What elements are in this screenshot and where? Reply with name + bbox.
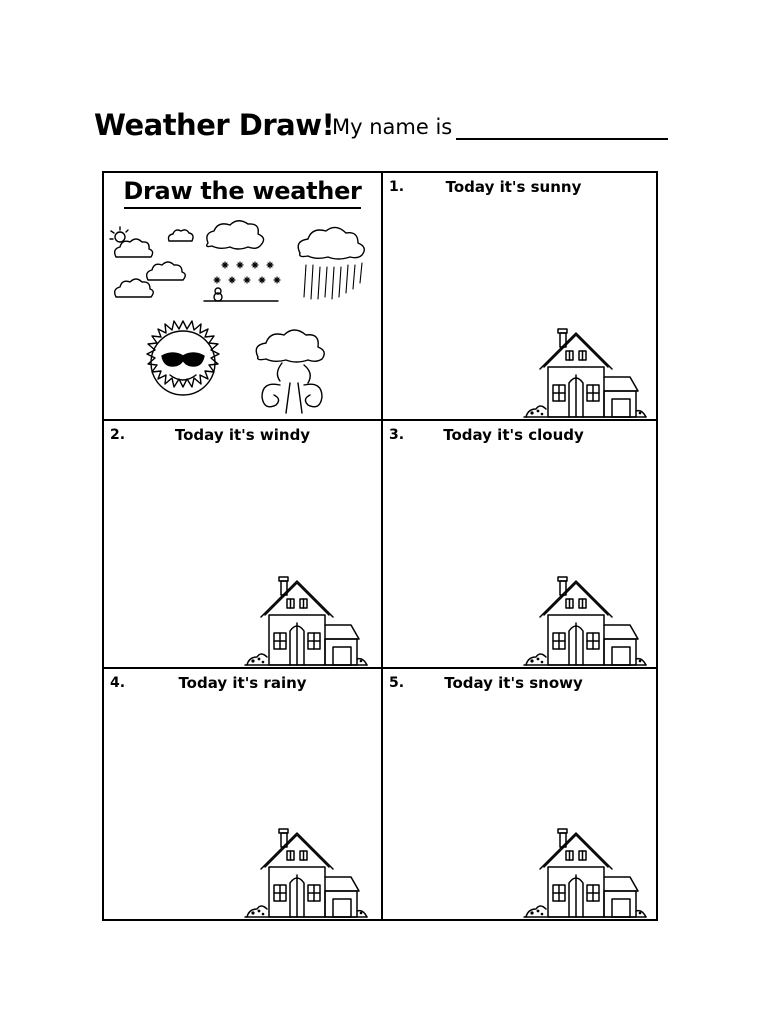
panel-number: 1. <box>389 179 405 195</box>
sun-with-sunglasses-icon <box>147 321 219 395</box>
panel-windy[interactable] <box>104 421 381 667</box>
panel-number: 5. <box>389 675 405 691</box>
panel-caption: Today it's rainy <box>178 674 307 692</box>
worksheet-header <box>94 104 674 148</box>
worksheet-grid <box>102 171 658 921</box>
intro-title-underline <box>124 207 361 209</box>
panel-cloudy[interactable] <box>383 421 656 667</box>
snow-cloud-icon <box>204 221 280 301</box>
panel-caption: Today it's snowy <box>444 674 583 692</box>
panel-number: 3. <box>389 427 405 443</box>
name-write-line[interactable] <box>456 138 668 140</box>
house-icon <box>239 575 369 667</box>
intro-panel <box>104 173 381 419</box>
intro-title: Draw the weather <box>123 177 362 205</box>
name-label: My name is <box>332 115 453 139</box>
house-icon <box>239 827 369 919</box>
panel-snowy[interactable] <box>383 669 656 919</box>
panel-rainy[interactable] <box>104 669 381 919</box>
panel-caption: Today it's sunny <box>445 178 582 196</box>
wind-cloud-icon <box>256 330 324 413</box>
panel-number: 4. <box>110 675 126 691</box>
panel-caption: Today it's cloudy <box>443 426 584 444</box>
weather-examples <box>104 213 381 419</box>
panel-sunny[interactable] <box>383 173 656 419</box>
house-icon <box>518 575 648 667</box>
panel-caption: Today it's windy <box>174 426 311 444</box>
house-icon <box>518 327 648 419</box>
worksheet-title: Weather Draw! <box>94 108 335 142</box>
house-icon <box>518 827 648 919</box>
partly-cloudy-icon <box>110 227 193 297</box>
panel-number: 2. <box>110 427 126 443</box>
rain-cloud-icon <box>298 227 364 299</box>
